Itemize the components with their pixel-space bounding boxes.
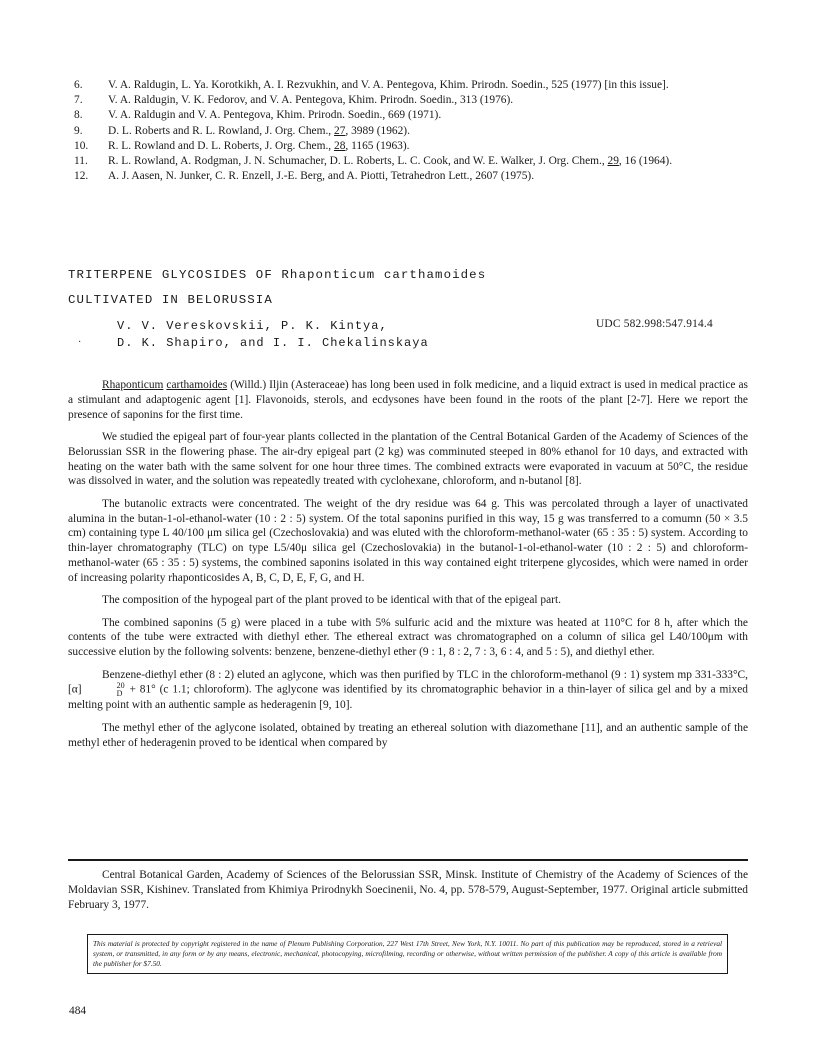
reference-text: V. A. Raldugin, V. K. Fedorov, and V. A. Pentegova, Khim. Prirodn. Soedin., 313 (1976). <box>108 94 514 107</box>
reference-text-post: , 1165 (1963). <box>345 139 410 152</box>
body-paragraph: The combined saponins (5 g) were placed in a tube with 5% sulfuric acid and the mixture was heated at 110°C for 8 h, after which the contents of the tube were extracted with diethyl ether. The ethereal extract was chromatographed on a column of silica gel L40/100μm with successive elution by the following solvents: benzene, benzene-diethyl ether (9 : 1, 8 : 2, 7 : 3, 6 : 4, and 5 : 5), and diethyl ether. <box>68 616 748 659</box>
reference-number: 6. <box>74 79 83 91</box>
reference-text-post: , 3989 (1962). <box>345 124 410 137</box>
reference-item <box>74 169 754 184</box>
temperature-superscript: 20 <box>116 681 125 691</box>
reference-volume: 29 <box>607 155 619 168</box>
reference-number: 12. <box>74 170 89 183</box>
paragraph-text: (Willd.) Iljin (Asteraceae) has long been used in folk medicine, and a liquid extract is used in medical practice as a stimulant and adaptogenic agent [1]. Flavonoids, sterols, and ecdysones have been found in the roots of the plant [2-7]. Here we report the presence of saponins for the first time. <box>68 379 748 421</box>
reference-text <box>108 124 754 139</box>
reference-list <box>74 78 754 184</box>
article-title-line: CULTIVATED IN BELORUSSIA <box>68 293 273 307</box>
footnote-divider <box>68 859 748 861</box>
reference-text-pre: R. L. Rowland, A. Rodgman, J. N. Schumacher, D. L. Roberts, L. C. Cook, and W. E. Walker, J. Org. Chem., <box>108 155 608 168</box>
body-paragraph: The composition of the hypogeal part of the plant proved to be identical with that of the epigeal part. <box>102 594 561 607</box>
copyright-notice: This material is protected by copyright registered in the name of Plenum Publishing Corporation, 227 West 17th Street, New York, N.Y. 10011. No part of this publication may be reproduced, stored in a retrieval system, or transmitted, in any form or by any means, electronic, mechanical, photocopying, microfilming, recording or otherwise, without written permission of the publisher. A copy of this article is available from the publisher for $7.50. <box>87 934 728 974</box>
reference-item <box>74 108 754 123</box>
reference-text <box>108 154 754 169</box>
reference-text-pre: D. L. Roberts and R. L. Rowland, J. Org. Chem., <box>108 124 335 137</box>
species-name: carthamoides <box>166 379 228 391</box>
reference-text: V. A. Raldugin, L. Ya. Korotkikh, A. I. Rezvukhin, and V. A. Pentegova, Khim. Prirodn. Soedin., 525 (1977) [in this issue]. <box>108 79 669 91</box>
author-list <box>117 318 429 352</box>
genus-name: Rhaponticum <box>102 379 164 391</box>
authors-line: D. K. Shapiro, and I. I. Chekalinskaya <box>117 336 429 350</box>
paragraph-text: + 81° (c 1.1; chloroform). The aglycone was identified by its chromatographic behavior in a thin-layer of silica gel and by a mixed melting point with an authentic sample as hederagenin [9, 10]. <box>68 683 748 712</box>
body-paragraph <box>68 378 748 422</box>
authors-line: V. V. Vereskovskii, P. K. Kintya, <box>117 319 388 333</box>
paragraph-text: Benzene-diethyl ether (8 : 2) eluted an aglycone, which was then purified by TLC in the chloroform-methanol (9 : 1) system mp 331-333°C, [α] <box>68 668 748 696</box>
reference-volume: 27 <box>334 124 346 137</box>
margin-dot: · <box>78 337 82 348</box>
affiliation-footnote: Central Botanical Garden, Academy of Sciences of the Belorussian SSR, Minsk. Institute of Chemistry of the Academy of Sciences of the Moldavian SSR, Kishinev. Translated from Khimiya Prirodnykh Soecinenii, No. 4, pp. 578-579, August-September, 1977. Original article submitted February 3, 1977. <box>68 869 748 912</box>
body-paragraph: The methyl ether of the aglycone isolated, obtained by treating an ethereal solution with diazomethane [11], and an authentic sample of the methyl ether of hederagenin proved to be identical when compared by <box>68 721 748 749</box>
reference-number: 8. <box>74 109 83 122</box>
reference-text <box>108 139 754 154</box>
optical-rotation-notation <box>83 682 125 698</box>
article-title-line: TRITERPENE GLYCOSIDES OF Rhaponticum carthamoides <box>68 268 487 282</box>
reference-text: V. A. Raldugin and V. A. Pentegova, Khim. Prirodn. Soedin., 669 (1971). <box>108 109 442 122</box>
body-paragraph: The butanolic extracts were concentrated. The weight of the dry residue was 64 g. This was percolated through a layer of unactivated alumina in the butan-1-ol-ethanol-water (10 : 2 : 5) system. Of the total saponins purified in this way, 15 g was transferred to a comumn (50 × 3.5 cm) containing type L 40/100 μm silica gel (Czechoslovakia) and was eluted with the chloroform-methanol-water (65 : 35 : 5) system. According to thin-layer chromatography (TLC) on type L5/40μ silica gel (Czechoslovakia) in the butanol-1-ol-ethanol-water (10 : 2 : 5) and chloroform-methanol-water (65 : 35 : 5) systems, the combined saponins isolated in this way contained eight triterpene glycosides, which were named in order of increasing polarity rhaponticosides A, B, C, D, E, F, G, and H. <box>68 497 748 584</box>
sodium-d-line-subscript: D <box>116 689 123 699</box>
body-paragraph <box>68 668 748 714</box>
body-paragraph: We studied the epigeal part of four-year plants collected in the plantation of the Central Botanical Garden of the Academy of Sciences of the Belorussian SSR in the flowering phase. The air-dry epigeal part (2 kg) was comminuted steeped in 80% ethanol for 10 days, and extracted with heating on the water bath with the same solvent for one hour three times. The combined extracts were evaporated in vacuum at 50°C, the residue was dissolved in water, and the solution was repeatedly treated with cyclohexane, chloroform, and n-butanol [8]. <box>68 430 748 488</box>
reference-number: 11. <box>74 155 88 168</box>
reference-item <box>74 124 754 139</box>
article-body <box>68 378 748 758</box>
reference-item <box>74 139 754 154</box>
reference-number: 9. <box>74 124 83 137</box>
reference-number: 10. <box>74 139 89 152</box>
reference-number: 7. <box>74 94 83 107</box>
article-title <box>68 263 486 313</box>
reference-text-post: , 16 (1964). <box>618 155 673 168</box>
reference-item <box>74 154 754 169</box>
page-number: 484 <box>69 1005 87 1017</box>
reference-item <box>74 93 754 108</box>
reference-text-pre: R. L. Rowland and D. L. Roberts, J. Org. Chem., <box>108 139 335 152</box>
reference-volume: 28 <box>334 139 346 152</box>
udc-code: UDC 582.998:547.914.4 <box>596 318 713 330</box>
reference-item <box>74 78 754 93</box>
reference-text: A. J. Aasen, N. Junker, C. R. Enzell, J.-E. Berg, and A. Piotti, Tetrahedron Lett., 2607 (1975). <box>108 170 535 183</box>
